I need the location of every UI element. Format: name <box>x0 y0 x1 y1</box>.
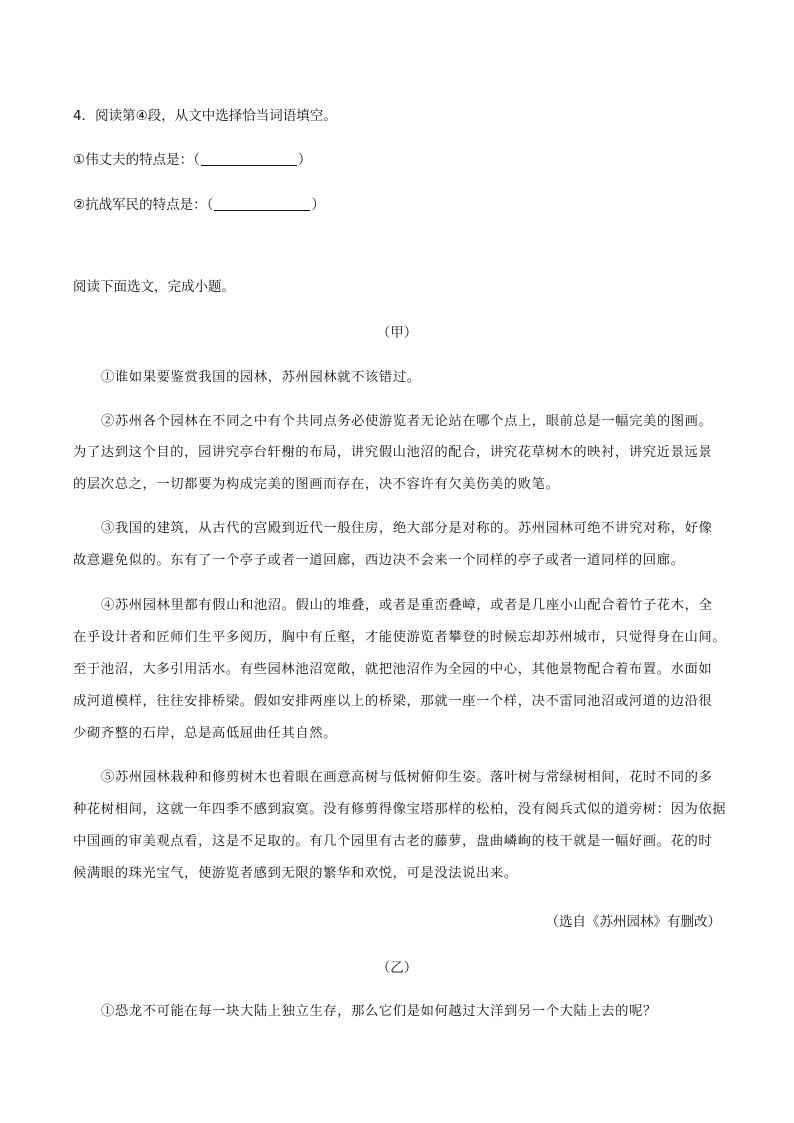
passage-a-heading: （甲） <box>376 325 418 341</box>
question-item-1-suffix: ） <box>297 152 312 168</box>
question-item-2-suffix: ） <box>311 197 325 213</box>
passage-a-p2-line: 为了达到这个目的，园讲究亭台轩榭的布局，讲究假山池沼的配合，讲究花草树木的映衬，讲究近景远景 <box>73 445 713 460</box>
passage-a-p4-line: 在乎设计者和匠师们生平多阅历，胸中有丘壑，才能使游览者攀登的时候忘却苏州城市，只觉得身在山间。 <box>73 630 727 645</box>
passage-a-p1-line: ①谁如果要鉴赏我国的园林，苏州园林就不该错过。 <box>101 370 421 385</box>
passage-a-p5-line: 中国画的审美观点看，这是不足取的。有几个园里有古老的藤萝，盘曲嶙峋的枝干就是一幅好画。花的时 <box>73 834 713 849</box>
passage-a-p5-line: 候满眼的珠光宝气，使游览者感到无限的繁华和欢悦，可是没法说出来。 <box>73 866 518 881</box>
question-item-2 <box>73 193 721 213</box>
passage-b-p1-line: ①恐龙不可能在每一块大陆上独立生存，那么它们是如何越过大洋到另一个大陆上去的呢？ <box>101 1004 657 1019</box>
passage-a-p5-line: 种花树相间，这就一年四季不感到寂寞。没有修剪得像宝塔那样的松柏，没有阅兵式似的道旁树：因为依据 <box>73 802 727 817</box>
passage-a-p3-line: ③我国的建筑，从古代的宫殿到近代一般住房，绝大部分是对称的。苏州园林可绝不讲究对称，好像 <box>101 521 713 536</box>
passage-a-source: （选自《苏州园林》有删改） <box>545 914 721 930</box>
passage-a-p4-line: ④苏州园林里都有假山和池沼。假山的堆叠，或者是重峦叠嶂，或者是几座小山配合着竹子花木，全 <box>101 598 713 613</box>
passage-a-p4-line: 成河道模样，往往安排桥梁。假如安排两座以上的桥梁，那就一座一个样，决不雷同池沼或河道的边沿很 <box>73 694 713 709</box>
question-item-2-prefix: ②抗战军民的特点是：（ <box>73 197 214 213</box>
question-item-1 <box>73 148 721 168</box>
reading-instruction: 阅读下面选文，完成小题。 <box>73 279 235 295</box>
passage-a-p4-line: 少砌齐整的石岸，总是高低屈曲任其自然。 <box>73 726 338 741</box>
passage-a-p2-line: ②苏州各个园林在不同之中有个共同点务必使游览者无论站在哪个点上，眼前总是一幅完美的图画。 <box>101 414 713 429</box>
passage-b-heading: （乙） <box>376 960 418 976</box>
passage-a-p3-line: 故意避免似的。东有了一个亭子或者一道回廊，西边决不会来一个同样的亭子或者一道同样的回廊。 <box>73 553 685 568</box>
passage-a-p5-line: ⑤苏州园林栽种和修剪树木也着眼在画意高树与低树俯仰生姿。落叶树与常绿树相间，花时不同的多 <box>101 770 713 785</box>
passage-a-p4-line: 至于池沼，大多引用活水。有些园林池沼宽敞，就把池沼作为全园的中心，其他景物配合着布置。水面如 <box>73 662 713 677</box>
answer-blank-1[interactable] <box>201 153 297 166</box>
answer-blank-2[interactable] <box>214 198 310 211</box>
passage-a-p2-line: 的层次总之，一切都要为构成完美的图画而存在，决不容许有欠美伤美的败笔。 <box>73 477 560 492</box>
question-item-1-prefix: ①伟丈夫的特点是：（ <box>73 152 200 168</box>
question-title: 4．阅读第④段，从文中选择恰当词语填空。 <box>73 108 337 124</box>
